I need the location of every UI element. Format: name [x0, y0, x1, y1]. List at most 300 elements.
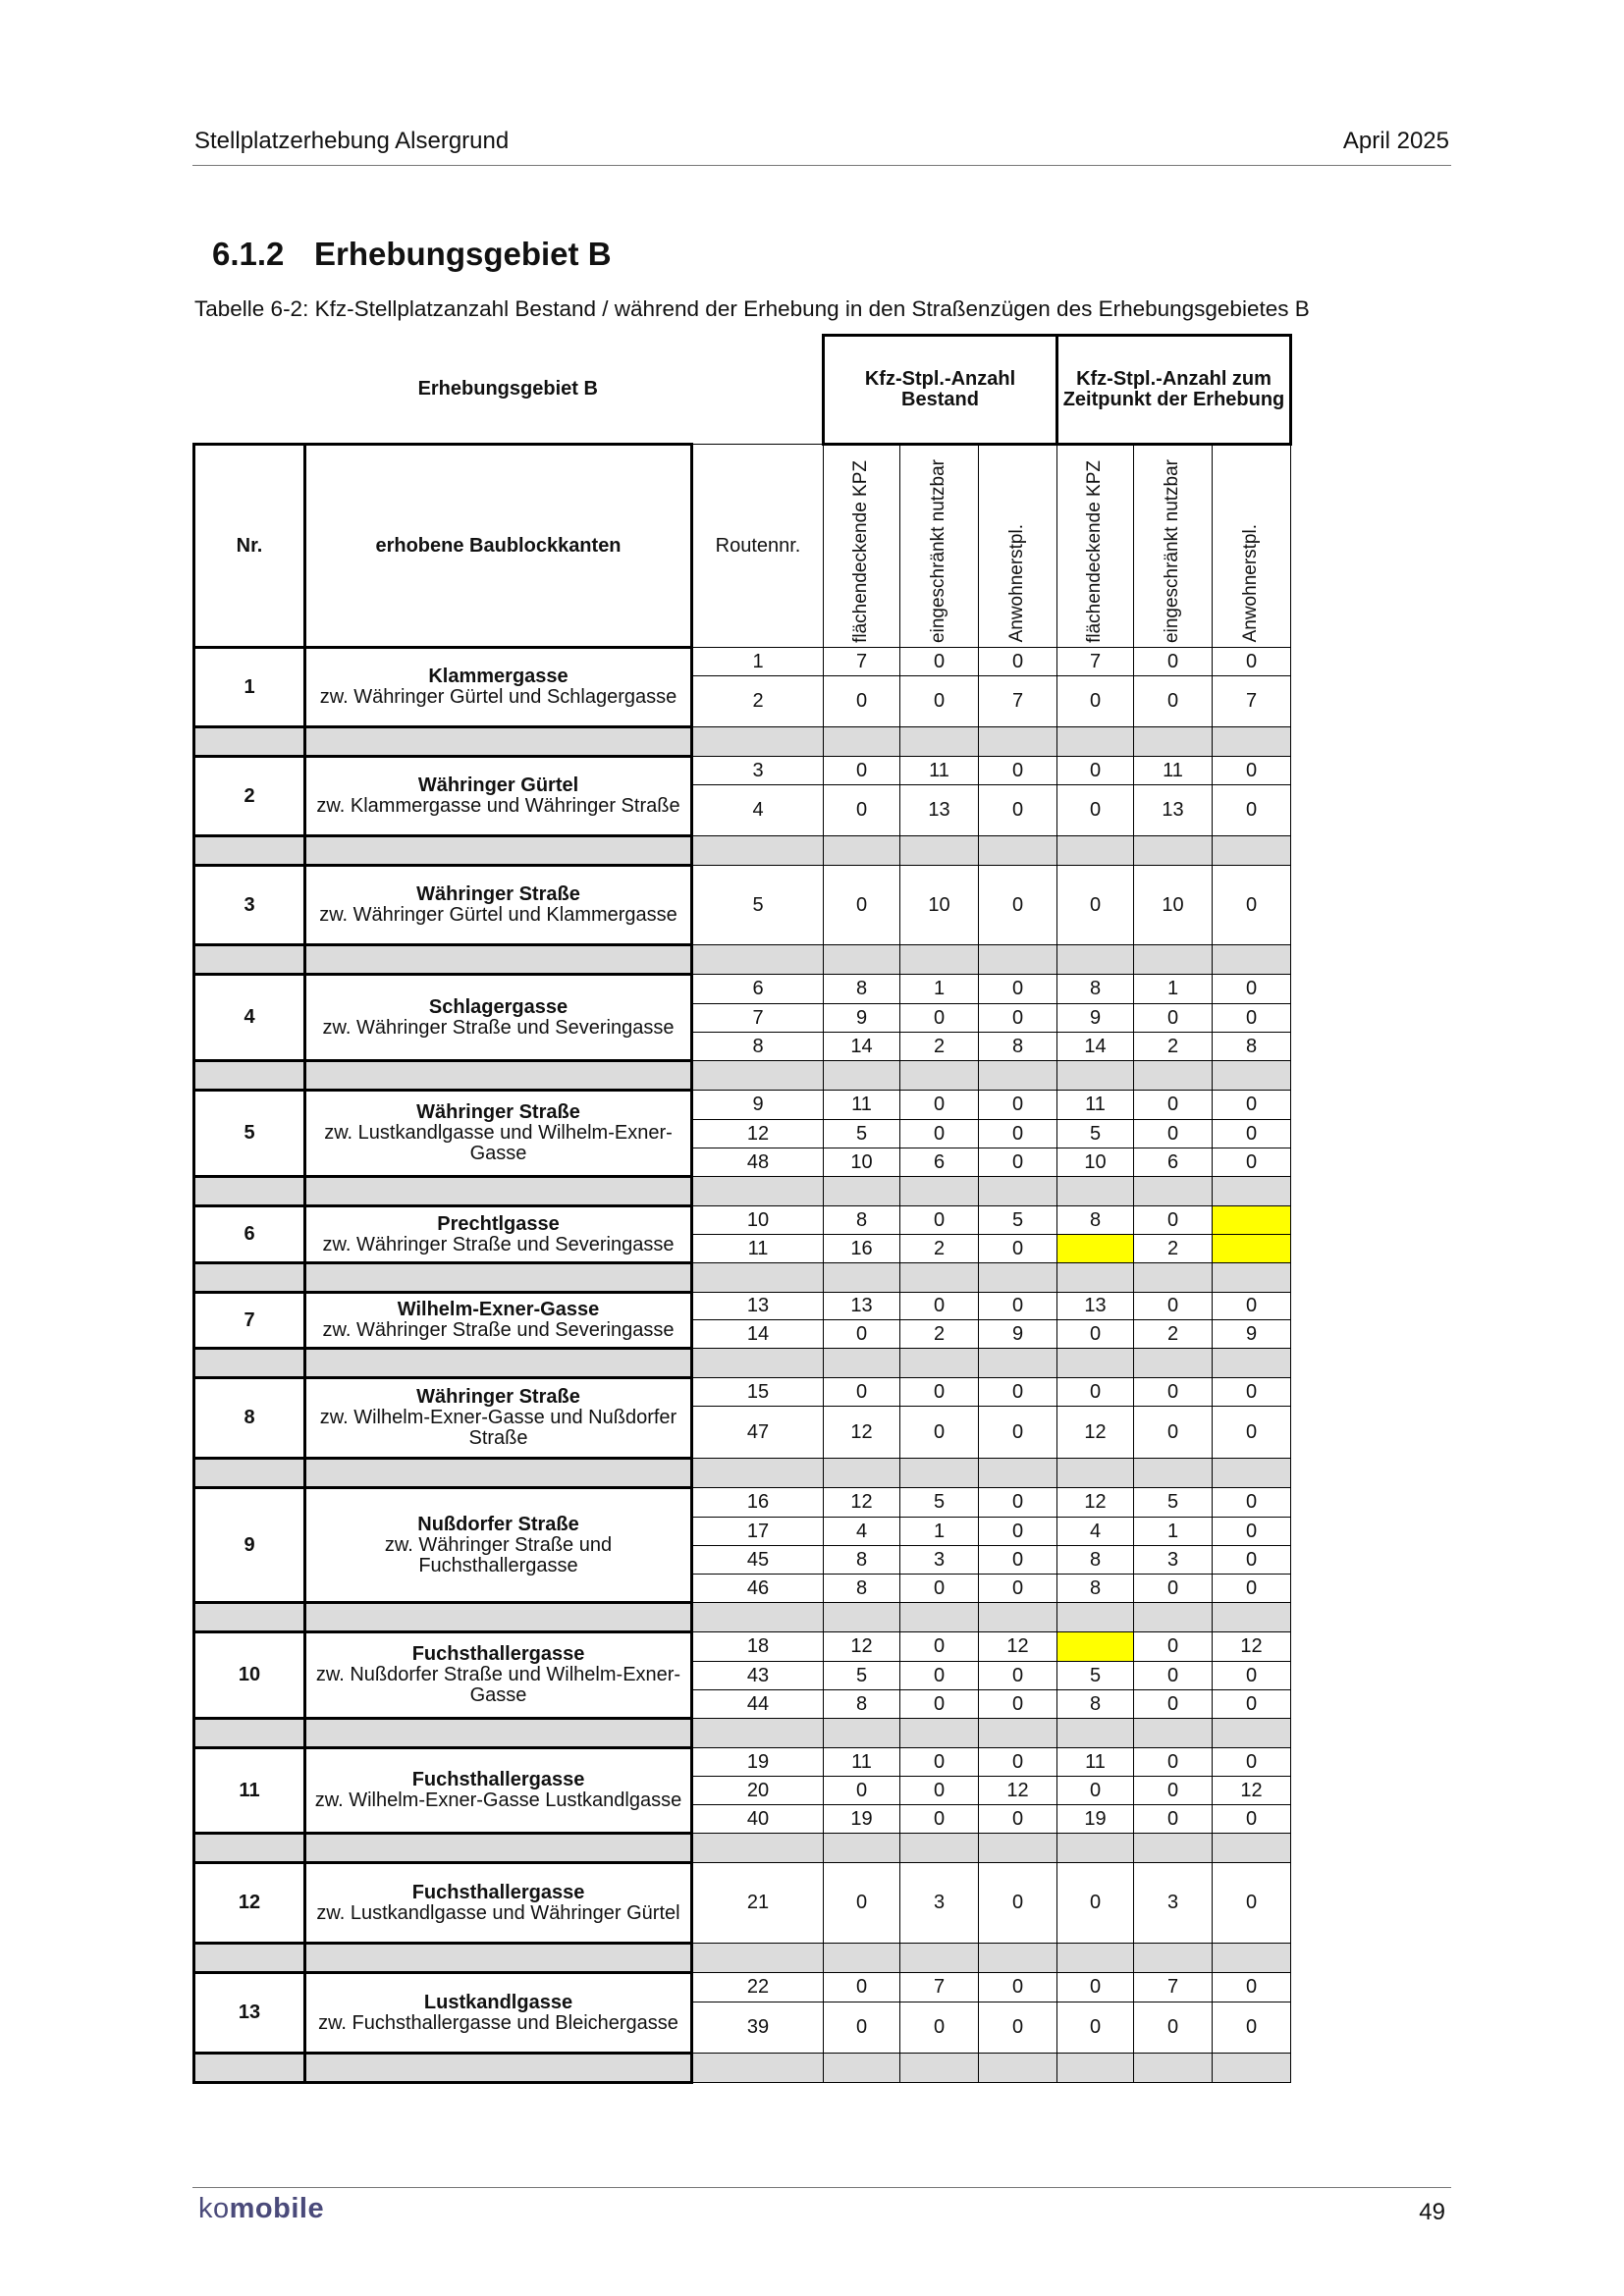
document-date: April 2025: [1342, 128, 1449, 154]
col-header-label: Anwohnerstpl.: [1240, 524, 1262, 643]
table-body: [194, 648, 1291, 2083]
value-erhebung-kpz: 7: [1057, 648, 1134, 676]
separator-row: [194, 1944, 1291, 1973]
value-erhebung-eingeschraenkt: 5: [1134, 1488, 1213, 1518]
separator-cell: [1134, 1349, 1213, 1378]
separator-cell: [824, 1459, 900, 1488]
value-erhebung-eingeschraenkt: 0: [1134, 2002, 1213, 2054]
footer-divider: [192, 2187, 1451, 2188]
separator-cell: [194, 1719, 305, 1748]
group-number: 7: [194, 1293, 305, 1349]
value-bestand-kpz: 8: [824, 1575, 900, 1603]
block-description: [305, 975, 692, 1061]
value-bestand-anwohner: 8: [979, 1033, 1057, 1061]
value-erhebung-anwohner: 0: [1213, 1148, 1291, 1177]
separator-cell: [194, 945, 305, 975]
value-erhebung-eingeschraenkt: 10: [1134, 866, 1213, 945]
street-name: Fuchsthallergasse: [411, 1881, 585, 1903]
value-erhebung-anwohner: 0: [1213, 1575, 1291, 1603]
value-bestand-eingeschraenkt: 7: [900, 1973, 979, 2002]
value-erhebung-eingeschraenkt: 0: [1134, 1805, 1213, 1834]
value-erhebung-eingeschraenkt: 3: [1134, 1546, 1213, 1575]
route-number: 1: [692, 648, 824, 676]
group-number: 11: [194, 1748, 305, 1834]
value-bestand-anwohner: 0: [979, 1293, 1057, 1320]
separator-cell: [1134, 727, 1213, 757]
separator-cell: [1134, 1603, 1213, 1632]
separator-cell: [900, 1603, 979, 1632]
separator-cell: [1057, 1061, 1134, 1091]
value-bestand-kpz: 0: [824, 1378, 900, 1407]
separator-cell: [824, 1603, 900, 1632]
separator-cell: [305, 2054, 692, 2083]
value-erhebung-eingeschraenkt: 0: [1134, 676, 1213, 727]
value-erhebung-anwohner: 0: [1213, 648, 1291, 676]
separator-row: [194, 836, 1291, 866]
value-erhebung-kpz: 0: [1057, 1973, 1134, 2002]
value-erhebung-eingeschraenkt: 13: [1134, 785, 1213, 836]
value-bestand-eingeschraenkt: 0: [900, 1293, 979, 1320]
value-bestand-kpz: 0: [824, 757, 900, 785]
table-container: [192, 334, 1292, 2084]
separator-cell: [1057, 1349, 1134, 1378]
value-bestand-eingeschraenkt: 0: [900, 676, 979, 727]
separator-cell: [692, 836, 824, 866]
value-erhebung-kpz: 8: [1057, 975, 1134, 1004]
separator-cell: [1057, 1177, 1134, 1206]
separator-cell: [979, 1061, 1057, 1091]
value-bestand-anwohner: 0: [979, 1690, 1057, 1719]
group-number: 10: [194, 1632, 305, 1719]
value-bestand-eingeschraenkt: 0: [900, 1120, 979, 1148]
value-bestand-eingeschraenkt: 1: [900, 975, 979, 1004]
separator-cell: [900, 1263, 979, 1293]
value-erhebung-kpz: 9: [1057, 1004, 1134, 1033]
value-bestand-anwohner: 5: [979, 1206, 1057, 1235]
separator-cell: [194, 1603, 305, 1632]
table-row: [194, 1293, 1291, 1320]
table-row: [194, 1863, 1291, 1944]
value-bestand-kpz: 8: [824, 1690, 900, 1719]
street-name: Schlagergasse: [428, 995, 568, 1018]
route-number: 46: [692, 1575, 824, 1603]
street-name: Fuchsthallergasse: [411, 1769, 585, 1790]
value-bestand-eingeschraenkt: 2: [900, 1033, 979, 1061]
value-bestand-eingeschraenkt: 0: [900, 1632, 979, 1662]
value-erhebung-anwohner: 0: [1213, 1091, 1291, 1120]
value-erhebung-eingeschraenkt: 0: [1134, 1662, 1213, 1690]
value-bestand-kpz: 8: [824, 975, 900, 1004]
group-number: 5: [194, 1091, 305, 1177]
separator-cell: [1213, 1459, 1291, 1488]
separator-cell: [824, 2054, 900, 2083]
table-row: [194, 1488, 1291, 1518]
separator-cell: [824, 1177, 900, 1206]
table-row: [194, 975, 1291, 1004]
group-number: 6: [194, 1206, 305, 1263]
value-erhebung-kpz: 0: [1057, 2002, 1134, 2054]
separator-cell: [824, 727, 900, 757]
value-erhebung-eingeschraenkt: 0: [1134, 1120, 1213, 1148]
route-number: 9: [692, 1091, 824, 1120]
route-number: 48: [692, 1148, 824, 1177]
separator-cell: [979, 1349, 1057, 1378]
separator-cell: [824, 1834, 900, 1863]
separator-cell: [305, 1349, 692, 1378]
street-name: Währinger Straße: [416, 1386, 580, 1408]
value-bestand-anwohner: 0: [979, 1148, 1057, 1177]
value-erhebung-kpz: 11: [1057, 1748, 1134, 1777]
col-header-erhebung-eingeschraenkt: [1134, 445, 1213, 648]
value-erhebung-eingeschraenkt: 2: [1134, 1320, 1213, 1349]
separator-cell: [1134, 1263, 1213, 1293]
value-erhebung-anwohner: 7: [1213, 676, 1291, 727]
col-header-label: eingeschränkt nutzbar: [928, 458, 949, 643]
value-bestand-eingeschraenkt: 0: [900, 1777, 979, 1805]
value-erhebung-anwohner: 0: [1213, 1805, 1291, 1834]
street-name: Klammergasse: [428, 666, 568, 687]
separator-cell: [1213, 1944, 1291, 1973]
value-erhebung-anwohner: 0: [1213, 1546, 1291, 1575]
separator-cell: [979, 945, 1057, 975]
street-section: zw. Fuchsthallergasse und Bleichergasse: [318, 2011, 678, 2034]
value-bestand-eingeschraenkt: 5: [900, 1488, 979, 1518]
value-erhebung-eingeschraenkt: 2: [1134, 1033, 1213, 1061]
value-bestand-eingeschraenkt: 3: [900, 1546, 979, 1575]
separator-cell: [194, 1263, 305, 1293]
separator-cell: [692, 1719, 824, 1748]
value-erhebung-kpz: 8: [1057, 1690, 1134, 1719]
value-erhebung-kpz: 11: [1057, 1091, 1134, 1120]
value-bestand-kpz: 5: [824, 1662, 900, 1690]
value-bestand-anwohner: 7: [979, 676, 1057, 727]
route-number: 5: [692, 866, 824, 945]
value-bestand-anwohner: 0: [979, 1004, 1057, 1033]
table-row: [194, 1378, 1291, 1407]
value-bestand-eingeschraenkt: 0: [900, 1407, 979, 1459]
value-bestand-eingeschraenkt: 11: [900, 757, 979, 785]
value-erhebung-eingeschraenkt: 6: [1134, 1148, 1213, 1177]
value-bestand-anwohner: 12: [979, 1632, 1057, 1662]
value-erhebung-kpz: 0: [1057, 1863, 1134, 1944]
separator-cell: [1057, 727, 1134, 757]
komobile-logo: [198, 2193, 324, 2225]
separator-cell: [692, 1944, 824, 1973]
separator-row: [194, 1719, 1291, 1748]
separator-cell: [979, 1719, 1057, 1748]
separator-cell: [692, 1061, 824, 1091]
route-number: 22: [692, 1973, 824, 2002]
separator-row: [194, 1834, 1291, 1863]
separator-cell: [900, 1061, 979, 1091]
value-erhebung-anwohner: 0: [1213, 1407, 1291, 1459]
separator-cell: [824, 1263, 900, 1293]
route-number: 12: [692, 1120, 824, 1148]
separator-cell: [194, 2054, 305, 2083]
separator-cell: [900, 836, 979, 866]
value-erhebung-eingeschraenkt: 11: [1134, 757, 1213, 785]
separator-cell: [305, 1263, 692, 1293]
separator-cell: [305, 945, 692, 975]
table-row: [194, 757, 1291, 785]
street-section: zw. Nußdorfer Straße und Wilhelm-Exner-Gasse: [315, 1664, 681, 1706]
value-erhebung-kpz: 0: [1057, 1777, 1134, 1805]
separator-cell: [194, 727, 305, 757]
value-bestand-eingeschraenkt: 1: [900, 1518, 979, 1546]
separator-cell: [1134, 2054, 1213, 2083]
value-erhebung-eingeschraenkt: 2: [1134, 1235, 1213, 1263]
value-bestand-kpz: 0: [824, 785, 900, 836]
col-header-label: flächendeckende KPZ: [1084, 459, 1106, 643]
value-bestand-kpz: 0: [824, 676, 900, 727]
table-row: [194, 1091, 1291, 1120]
block-description: [305, 866, 692, 945]
route-number: 14: [692, 1320, 824, 1349]
value-bestand-kpz: 9: [824, 1004, 900, 1033]
value-erhebung-eingeschraenkt: 3: [1134, 1863, 1213, 1944]
route-number: 20: [692, 1777, 824, 1805]
value-erhebung-anwohner: [1213, 1206, 1291, 1235]
street-section: zw. Währinger Gürtel und Schlagergasse: [319, 686, 677, 708]
value-erhebung-anwohner: 0: [1213, 757, 1291, 785]
separator-cell: [1213, 945, 1291, 975]
value-erhebung-anwohner: 0: [1213, 1518, 1291, 1546]
value-erhebung-kpz: 12: [1057, 1407, 1134, 1459]
route-number: 3: [692, 757, 824, 785]
separator-cell: [692, 1349, 824, 1378]
separator-cell: [979, 1944, 1057, 1973]
block-description: [305, 757, 692, 836]
separator-cell: [692, 727, 824, 757]
separator-cell: [305, 836, 692, 866]
value-bestand-anwohner: 0: [979, 1973, 1057, 2002]
value-erhebung-anwohner: 0: [1213, 1378, 1291, 1407]
separator-cell: [1213, 1719, 1291, 1748]
route-number: 17: [692, 1518, 824, 1546]
separator-cell: [1213, 1603, 1291, 1632]
separator-cell: [1213, 727, 1291, 757]
value-erhebung-anwohner: 0: [1213, 785, 1291, 836]
col-header-bestand-anwohner: [979, 445, 1057, 648]
separator-cell: [900, 2054, 979, 2083]
group-number: 9: [194, 1488, 305, 1603]
value-bestand-anwohner: 0: [979, 2002, 1057, 2054]
value-erhebung-anwohner: 0: [1213, 1488, 1291, 1518]
street-section: zw. Lustkandlgasse und Wilhelm-Exner-Gasse: [324, 1122, 673, 1164]
table-caption: Tabelle 6-2: Kfz-Stellplatzanzahl Bestand / während der Erhebung in den Straßenzügen des Erhebungsgebietes B: [194, 296, 1310, 321]
value-erhebung-eingeschraenkt: 0: [1134, 1632, 1213, 1662]
street-name: Nußdorfer Straße: [417, 1513, 579, 1535]
value-erhebung-eingeschraenkt: 0: [1134, 1690, 1213, 1719]
value-erhebung-kpz: 0: [1057, 1320, 1134, 1349]
separator-cell: [1213, 1263, 1291, 1293]
route-number: 16: [692, 1488, 824, 1518]
value-bestand-anwohner: 0: [979, 1662, 1057, 1690]
value-bestand-anwohner: 0: [979, 757, 1057, 785]
col-header-nr: Nr.: [194, 445, 305, 648]
document-title: Stellplatzerhebung Alsergrund: [194, 128, 510, 154]
group-number: 1: [194, 648, 305, 727]
route-number: 40: [692, 1805, 824, 1834]
separator-cell: [1213, 2054, 1291, 2083]
value-bestand-kpz: 4: [824, 1518, 900, 1546]
value-bestand-kpz: 12: [824, 1407, 900, 1459]
route-number: 43: [692, 1662, 824, 1690]
value-erhebung-kpz: 5: [1057, 1120, 1134, 1148]
table-row: [194, 1206, 1291, 1235]
value-erhebung-eingeschraenkt: 0: [1134, 1748, 1213, 1777]
value-erhebung-kpz: 8: [1057, 1575, 1134, 1603]
separator-cell: [692, 1459, 824, 1488]
value-bestand-eingeschraenkt: 6: [900, 1148, 979, 1177]
separator-row: [194, 1349, 1291, 1378]
separator-cell: [194, 1061, 305, 1091]
value-bestand-anwohner: 0: [979, 975, 1057, 1004]
col-header-label: eingeschränkt nutzbar: [1162, 458, 1183, 643]
separator-cell: [900, 1944, 979, 1973]
block-description: [305, 1863, 692, 1944]
value-erhebung-eingeschraenkt: 7: [1134, 1973, 1213, 2002]
value-bestand-kpz: 14: [824, 1033, 900, 1061]
value-bestand-kpz: 8: [824, 1206, 900, 1235]
value-bestand-eingeschraenkt: 0: [900, 1662, 979, 1690]
value-bestand-anwohner: 0: [979, 648, 1057, 676]
value-bestand-kpz: 13: [824, 1293, 900, 1320]
value-bestand-kpz: 0: [824, 1973, 900, 2002]
value-bestand-eingeschraenkt: 3: [900, 1863, 979, 1944]
separator-cell: [824, 1719, 900, 1748]
separator-cell: [824, 836, 900, 866]
separator-cell: [979, 2054, 1057, 2083]
value-bestand-eingeschraenkt: 0: [900, 1748, 979, 1777]
value-erhebung-kpz: 4: [1057, 1518, 1134, 1546]
value-erhebung-anwohner: 0: [1213, 2002, 1291, 2054]
street-section: zw. Währinger Gürtel und Klammergasse: [319, 904, 677, 926]
street-section: zw. Währinger Straße und Severingasse: [322, 1319, 675, 1341]
separator-cell: [900, 1459, 979, 1488]
separator-cell: [1057, 1263, 1134, 1293]
value-bestand-kpz: 8: [824, 1546, 900, 1575]
section-title: Erhebungsgebiet B: [314, 236, 612, 272]
route-number: 8: [692, 1033, 824, 1061]
group-number: 13: [194, 1973, 305, 2054]
value-erhebung-kpz: 10: [1057, 1148, 1134, 1177]
value-bestand-anwohner: 0: [979, 785, 1057, 836]
section-number: 6.1.2: [212, 236, 285, 272]
group-header-erhebung: Kfz-Stpl.-Anzahl zum Zeitpunkt der Erhebung: [1057, 336, 1291, 445]
value-erhebung-kpz: 0: [1057, 1378, 1134, 1407]
col-header-label: Anwohnerstpl.: [1006, 524, 1028, 643]
logo-suffix: mobile: [229, 2193, 325, 2224]
col-header-erhebung-anwohner: [1213, 445, 1291, 648]
separator-row: [194, 1459, 1291, 1488]
value-bestand-kpz: 16: [824, 1235, 900, 1263]
separator-cell: [305, 1944, 692, 1973]
value-erhebung-anwohner: [1213, 1235, 1291, 1263]
separator-cell: [900, 727, 979, 757]
separator-cell: [194, 1459, 305, 1488]
value-erhebung-anwohner: 0: [1213, 1973, 1291, 2002]
separator-cell: [692, 1603, 824, 1632]
route-number: 19: [692, 1748, 824, 1777]
separator-cell: [1057, 1719, 1134, 1748]
route-number: 39: [692, 2002, 824, 2054]
street-section: zw. Währinger Straße und Severingasse: [322, 1016, 675, 1039]
value-bestand-kpz: 10: [824, 1148, 900, 1177]
value-bestand-kpz: 0: [824, 866, 900, 945]
separator-cell: [1134, 945, 1213, 975]
value-bestand-kpz: 11: [824, 1748, 900, 1777]
value-bestand-eingeschraenkt: 2: [900, 1320, 979, 1349]
route-number: 11: [692, 1235, 824, 1263]
street-name: Währinger Straße: [416, 1101, 580, 1123]
table-row: [194, 648, 1291, 676]
value-erhebung-anwohner: 0: [1213, 1293, 1291, 1320]
value-erhebung-anwohner: 0: [1213, 1662, 1291, 1690]
table-row: [194, 1973, 1291, 2002]
separator-cell: [979, 1834, 1057, 1863]
group-number: 2: [194, 757, 305, 836]
value-erhebung-anwohner: 8: [1213, 1033, 1291, 1061]
value-bestand-eingeschraenkt: 13: [900, 785, 979, 836]
separator-cell: [900, 1177, 979, 1206]
separator-cell: [1134, 1177, 1213, 1206]
table-row: [194, 1748, 1291, 1777]
separator-cell: [305, 1603, 692, 1632]
section-heading: [212, 236, 612, 273]
value-bestand-kpz: 0: [824, 1863, 900, 1944]
separator-cell: [979, 1603, 1057, 1632]
separator-cell: [1134, 836, 1213, 866]
block-description: [305, 1973, 692, 2054]
logo-prefix: ko: [198, 2193, 230, 2224]
separator-cell: [1134, 1944, 1213, 1973]
separator-cell: [1057, 2054, 1134, 2083]
value-bestand-anwohner: 12: [979, 1777, 1057, 1805]
value-erhebung-kpz: 0: [1057, 676, 1134, 727]
table-row: [194, 1632, 1291, 1662]
value-erhebung-anwohner: 9: [1213, 1320, 1291, 1349]
col-header-bestand-kpz: [824, 445, 900, 648]
separator-cell: [824, 945, 900, 975]
separator-row: [194, 945, 1291, 975]
separator-cell: [1057, 836, 1134, 866]
value-bestand-eingeschraenkt: 0: [900, 1805, 979, 1834]
value-erhebung-eingeschraenkt: 1: [1134, 975, 1213, 1004]
separator-cell: [1213, 1834, 1291, 1863]
separator-cell: [824, 1349, 900, 1378]
separator-cell: [692, 1177, 824, 1206]
separator-cell: [1213, 836, 1291, 866]
separator-cell: [305, 1177, 692, 1206]
group-number: 3: [194, 866, 305, 945]
street-name: Währinger Gürtel: [417, 774, 579, 796]
value-bestand-eingeschraenkt: 0: [900, 2002, 979, 2054]
separator-cell: [824, 1944, 900, 1973]
street-section: zw. Währinger Straße und Severingasse: [322, 1233, 675, 1255]
parking-table: [192, 334, 1292, 2084]
separator-cell: [979, 1263, 1057, 1293]
separator-cell: [692, 2054, 824, 2083]
separator-cell: [1134, 1459, 1213, 1488]
street-section: zw. Wilhelm-Exner-Gasse Lustkandlgasse: [314, 1789, 682, 1811]
separator-cell: [979, 1459, 1057, 1488]
value-bestand-eingeschraenkt: 0: [900, 1004, 979, 1033]
route-number: 2: [692, 676, 824, 727]
value-bestand-eingeschraenkt: 0: [900, 1206, 979, 1235]
value-erhebung-kpz: 8: [1057, 1206, 1134, 1235]
separator-cell: [900, 945, 979, 975]
